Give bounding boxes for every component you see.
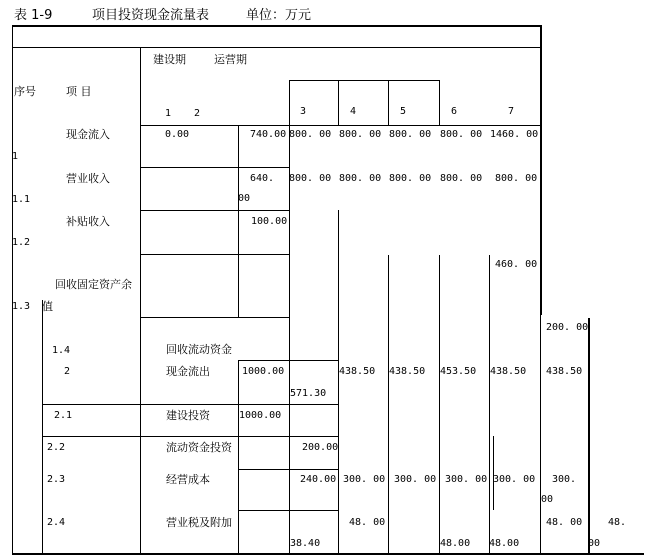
- cell-value: 800. 00: [389, 129, 432, 140]
- cell-value: 438.50: [546, 366, 583, 377]
- col-header-year-6: 6: [451, 106, 458, 117]
- row-no: 2.4: [47, 517, 66, 528]
- cell-value: 438.50: [490, 366, 527, 377]
- cell-value: 48.: [608, 517, 627, 528]
- table-number: 表 1-9: [14, 8, 53, 23]
- cell-value: 0.00: [165, 129, 190, 140]
- row-item: 补贴收入: [66, 215, 110, 228]
- row-item: 营业收入: [66, 172, 110, 185]
- row-no: 1.3: [12, 301, 31, 312]
- col-header-item: 项 目: [66, 85, 92, 98]
- cell-value: 48.00: [440, 538, 471, 549]
- cell-value: 00: [588, 538, 601, 549]
- col-header-construction: 建设期: [153, 53, 186, 66]
- cell-value: 800. 00: [289, 173, 332, 184]
- row-item: 营业税及附加: [166, 516, 232, 529]
- cell-value: 453.50: [440, 366, 477, 377]
- table-title: 项目投资现金流量表: [92, 8, 210, 23]
- row-item: 建设投资: [166, 409, 210, 422]
- cell-value: 800. 00: [440, 129, 483, 140]
- cell-value: 48. 00: [546, 517, 583, 528]
- cell-value: 240.00: [300, 474, 337, 485]
- cell-value: 800. 00: [289, 129, 332, 140]
- cell-value: 00: [238, 193, 251, 204]
- row-no: 1.4: [52, 345, 71, 356]
- cell-value: 460. 00: [495, 259, 538, 270]
- row-no: 2.3: [47, 474, 66, 485]
- cell-value: 300. 00: [394, 474, 437, 485]
- row-item: 回收固定资产余: [55, 278, 132, 291]
- row-no: 2.2: [47, 442, 66, 453]
- cell-value: 640.: [250, 173, 275, 184]
- cell-value: 00: [541, 494, 554, 505]
- cell-value: 438.50: [389, 366, 426, 377]
- row-no: 1.1: [12, 194, 31, 205]
- cell-value: 38.40: [290, 538, 321, 549]
- table-unit: 单位：万元: [246, 8, 312, 23]
- cell-value: 100.00: [251, 216, 288, 227]
- col-header-year-4: 4: [350, 106, 357, 117]
- row-no: 2.1: [54, 410, 73, 421]
- row-item: 回收流动资金: [166, 343, 232, 356]
- cell-value: 1000.00: [239, 410, 282, 421]
- cell-value: 1460. 00: [490, 129, 539, 140]
- row-no: 1.2: [12, 237, 31, 248]
- cell-value: 300. 00: [445, 474, 488, 485]
- cell-value: 800. 00: [495, 173, 538, 184]
- cell-value: 300. 00: [343, 474, 386, 485]
- cell-value: 740.00: [250, 129, 287, 140]
- col-header-year-2: 2: [194, 108, 201, 119]
- cell-value: 571.30: [290, 388, 327, 399]
- cell-value: 200. 00: [546, 322, 589, 333]
- col-header-operation: 运营期: [214, 53, 247, 66]
- row-item: 流动资金投资: [166, 441, 232, 454]
- cell-value: 1000.00: [242, 366, 285, 377]
- row-item-wrap: 值: [42, 300, 53, 313]
- cell-value: 48.00: [489, 538, 520, 549]
- cell-value: 438.50: [339, 366, 376, 377]
- cell-value: 300.: [552, 474, 577, 485]
- cell-value: 200.00: [302, 442, 339, 453]
- col-header-year-5: 5: [400, 106, 407, 117]
- col-header-year-1: 1: [165, 108, 172, 119]
- col-header-no: 序号: [14, 85, 36, 98]
- row-item: 经营成本: [166, 473, 210, 486]
- cell-value: 800. 00: [440, 173, 483, 184]
- row-item: 现金流入: [66, 128, 110, 141]
- col-header-year-7: 7: [508, 106, 515, 117]
- col-header-year-3: 3: [300, 106, 307, 117]
- cell-value: 800. 00: [339, 173, 382, 184]
- cell-value: 800. 00: [389, 173, 432, 184]
- cell-value: 300. 00: [493, 474, 536, 485]
- row-item: 现金流出: [166, 365, 210, 378]
- cell-value: 800. 00: [339, 129, 382, 140]
- cell-value: 48. 00: [349, 517, 386, 528]
- row-no: 1: [12, 151, 19, 162]
- row-no: 2: [64, 366, 71, 377]
